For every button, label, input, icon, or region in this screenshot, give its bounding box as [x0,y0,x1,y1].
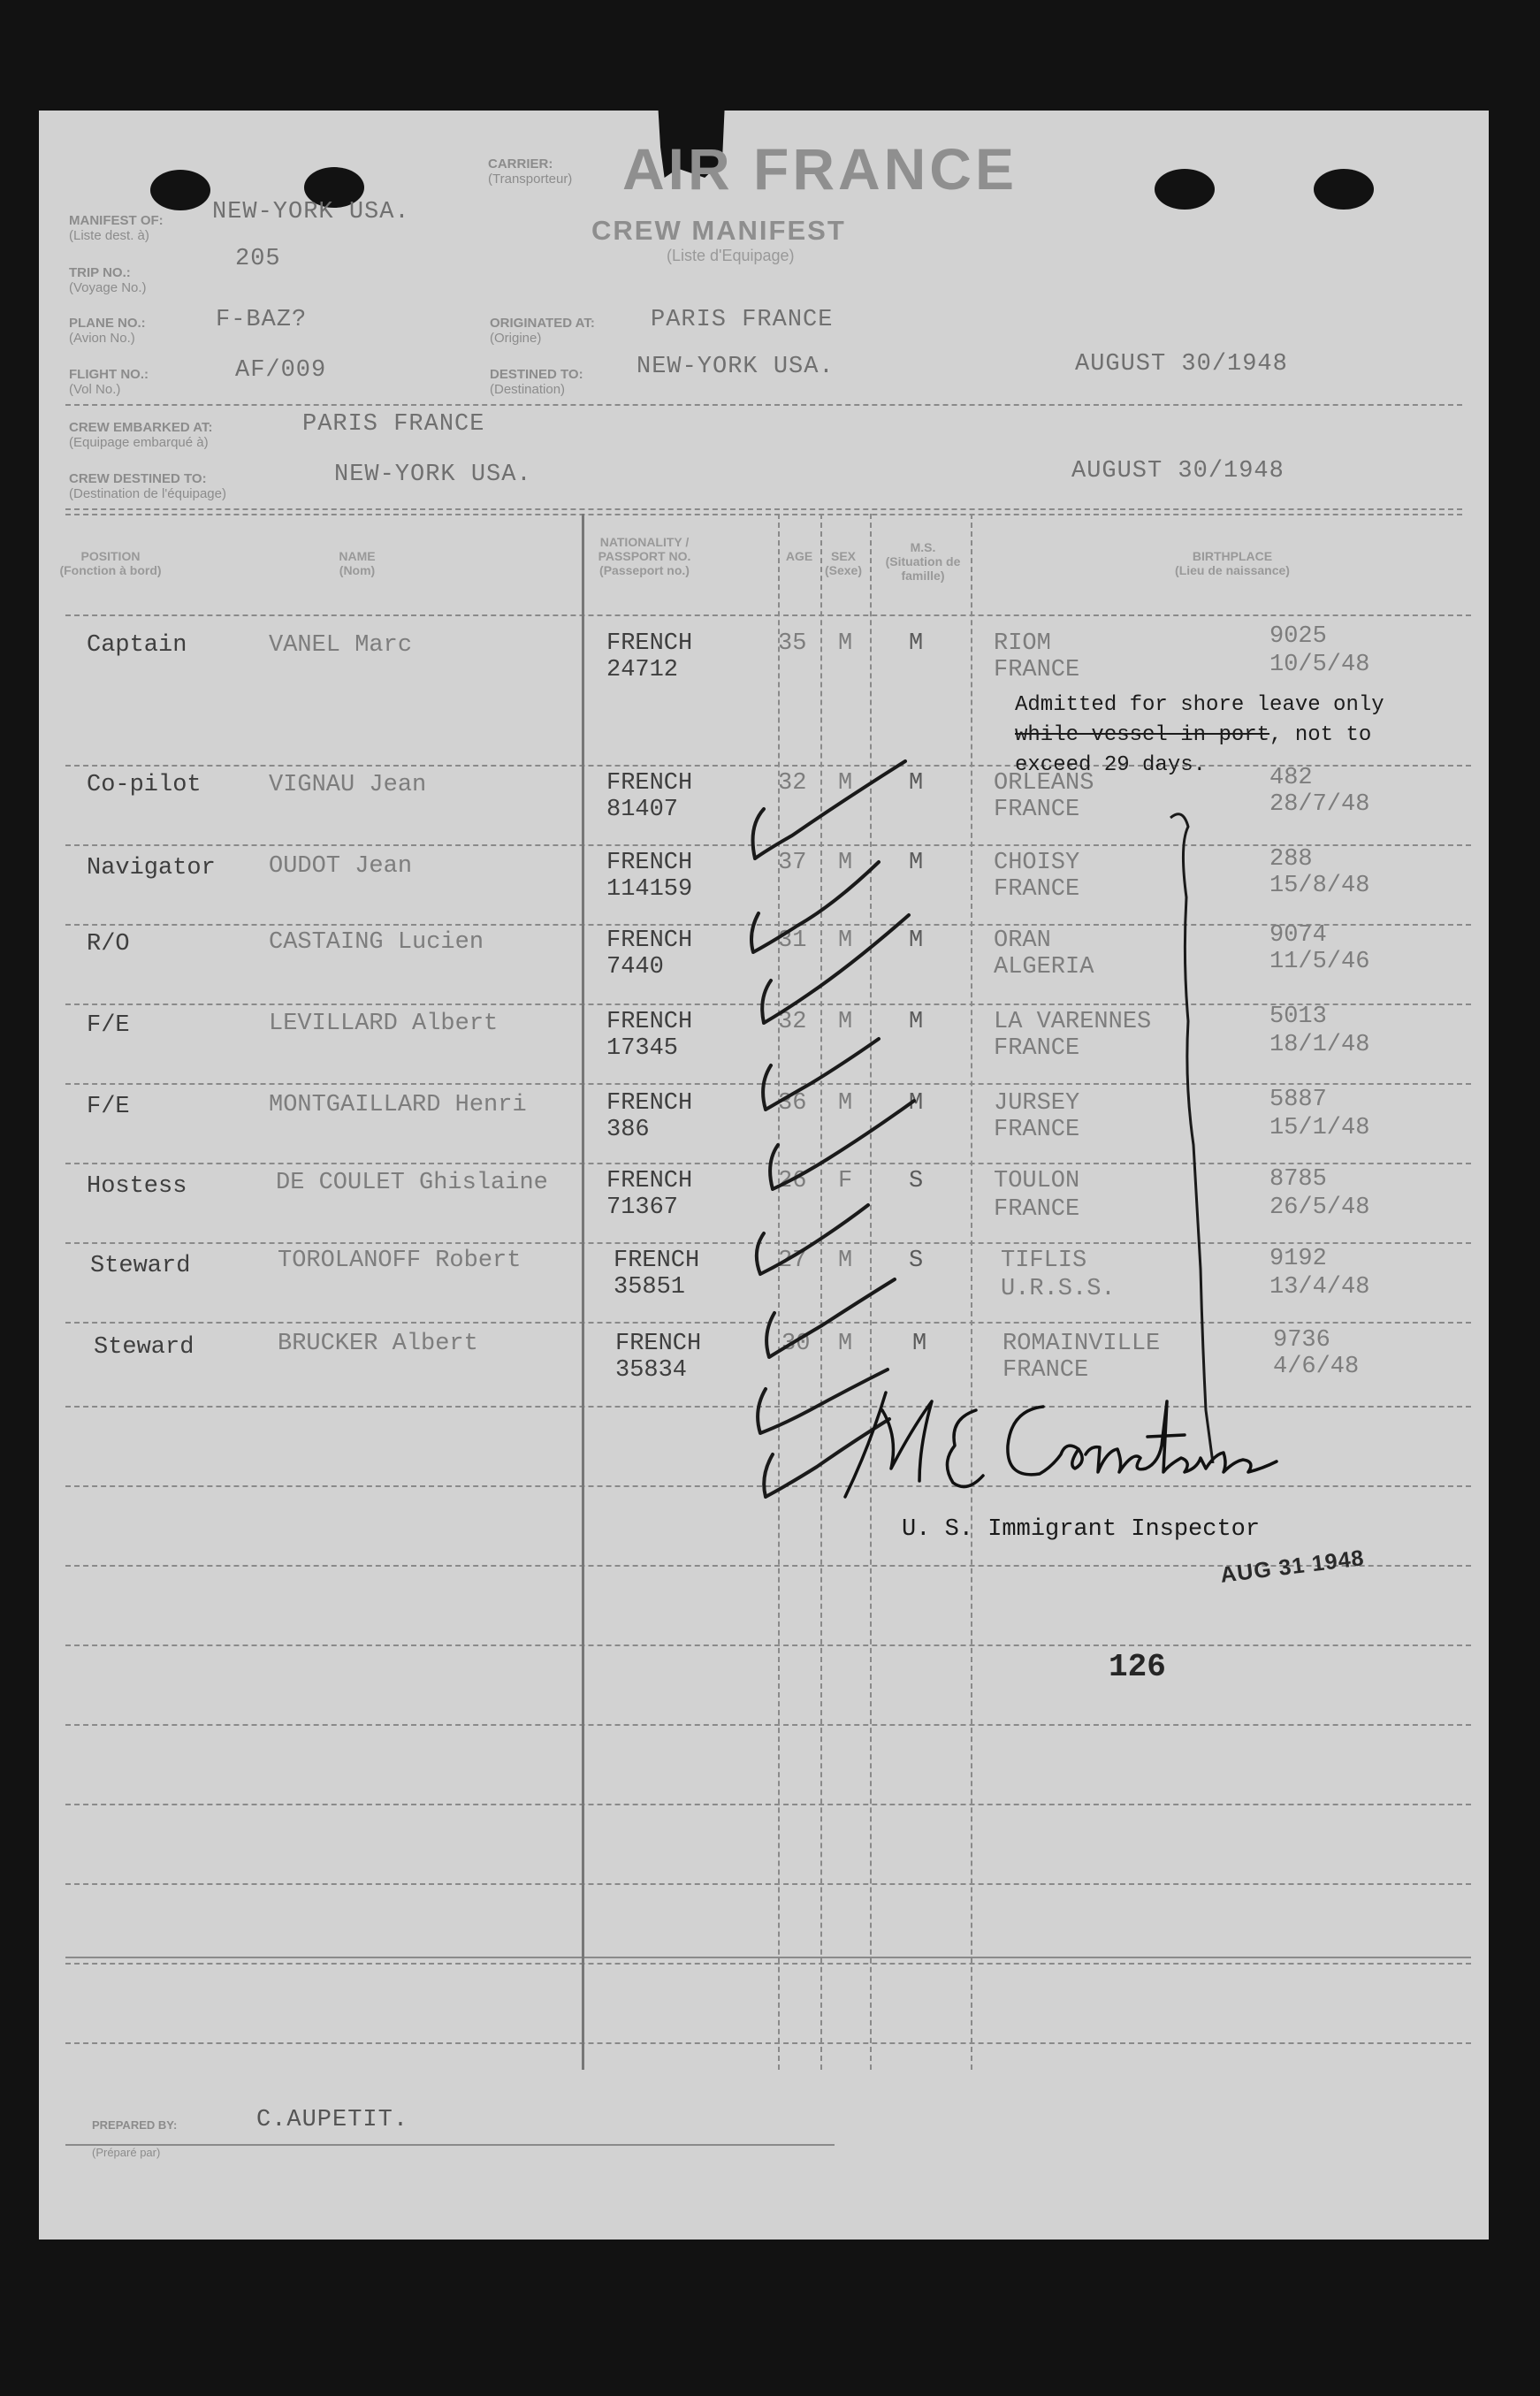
crew-age: 36 [778,1090,807,1117]
crew-destined-value: NEW-YORK USA. [334,462,532,488]
note-line [1015,721,1475,751]
crew-marital-status: S [909,1248,924,1274]
crew-nationality: FRENCH [606,1090,693,1117]
crew-sex: M [838,1009,853,1035]
prepared-by-value: C.AUPETIT. [256,2107,409,2133]
crew-age: 32 [778,1009,807,1035]
inspector-title: U. S. Immigrant Inspector [902,1516,1261,1543]
crew-birthplace-country: ALGERIA [994,954,1094,981]
crew-passport: 35834 [615,1357,688,1384]
crew-birthplace: CHOISY [994,850,1080,876]
table-rule [65,1804,1471,1805]
crew-permit-number: 482 [1269,765,1313,791]
crew-sex: M [838,630,853,657]
crew-passport: 386 [606,1117,650,1143]
manifest-sheet [39,111,1489,2240]
crew-embarked-value: PARIS FRANCE [302,411,485,438]
check-mark [763,1039,879,1110]
crew-birthplace: ROMAINVILLE [1003,1331,1161,1357]
struck-text: while vessel in port [1015,723,1270,747]
table-rule [65,1957,1471,1958]
footer-rule [65,2144,835,2146]
crew-marital-status: S [909,1168,924,1194]
date-value: AUGUST 30/1948 [1071,458,1285,485]
header-divider [65,404,1462,406]
crew-permit-number: 9025 [1269,623,1327,650]
crew-permit-number: 9074 [1269,922,1327,949]
originated-label: ORIGINATED AT: (Origine) [490,316,595,346]
check-mark [766,1279,895,1357]
crew-permit-date: 28/7/48 [1269,791,1370,818]
note-line: Admitted for shore leave only [1015,693,1384,717]
crew-age: 31 [778,927,807,954]
crew-nationality: FRENCH [606,630,693,657]
crew-permit-date: 18/1/48 [1269,1032,1370,1058]
crew-name: MONTGAILLARD Henri [269,1092,527,1118]
crew-name: VIGNAU Jean [269,772,427,798]
table-rule [65,1644,1471,1646]
table-rule [65,1963,1471,1965]
note-text: , not to [1269,723,1372,747]
crew-age: 27 [778,1248,807,1274]
note-line: exceed 29 days. [1015,753,1207,777]
punch-hole [1314,169,1374,210]
inspector-signature [835,1384,1294,1507]
crew-permit-number: 8785 [1269,1166,1327,1193]
crew-marital-status: M [909,770,924,797]
crew-nationality: FRENCH [614,1248,700,1274]
manifest-label: MANIFEST OF: (Liste dest. à) [69,213,164,243]
crew-permit-number: 9192 [1269,1246,1327,1272]
crew-nationality: FRENCH [606,850,693,876]
crew-permit-number: 5013 [1269,1003,1327,1030]
crew-permit-date: 15/8/48 [1269,873,1370,899]
crew-birthplace-country: FRANCE [994,657,1080,683]
crew-birthplace: RIOM [994,630,1051,657]
crew-name: DE COULET Ghislaine [276,1170,548,1196]
crew-sex: M [838,1090,853,1117]
table-rule [65,2042,1471,2044]
crew-birthplace: LA VARENNES [994,1009,1152,1035]
flight-label: FLIGHT NO.: (Vol No.) [69,367,149,397]
crew-marital-status: M [909,630,924,657]
table-rule [65,1883,1471,1885]
crew-marital-status: M [909,850,924,876]
crew-sex: M [838,770,853,797]
crew-permit-date: 26/5/48 [1269,1194,1370,1221]
trip-value: 205 [235,246,281,272]
bracket-line [1162,791,1241,1463]
crew-position: Captain [87,632,187,659]
crew-sex: M [838,927,853,954]
crew-marital-status: M [909,1009,924,1035]
carrier-name: AIR FRANCE [622,136,1018,202]
col-header-sex: SEX (Sexe) [824,549,863,577]
crew-marital-status: M [909,1090,924,1117]
crew-permit-number: 5887 [1269,1087,1327,1113]
crew-name: CASTAING Lucien [269,929,484,956]
crew-birthplace: ORLEANS [994,770,1094,797]
crew-name: VANEL Marc [269,632,413,659]
header-divider [65,514,1462,515]
crew-birthplace-country: FRANCE [994,1196,1080,1223]
crew-birthplace-country: FRANCE [1003,1357,1089,1384]
crew-birthplace: JURSEY [994,1090,1080,1117]
document-subtitle: (Liste d'Equipage) [667,247,795,264]
crew-name: BRUCKER Albert [278,1331,478,1357]
date-stamp: AUG 31 1948 [1218,1545,1366,1588]
crew-birthplace: TIFLIS [1001,1248,1087,1274]
crew-position: F/E [87,1094,130,1120]
check-mark [770,1101,914,1189]
crew-permit-number: 9736 [1273,1327,1330,1354]
destined-value: NEW-YORK USA. [637,354,835,380]
crew-name: LEVILLARD Albert [269,1011,499,1037]
header-divider [65,508,1462,510]
crew-birthplace-country: FRANCE [994,1035,1080,1062]
manifest-value: NEW-YORK USA. [212,199,410,225]
crew-position: Navigator [87,855,216,881]
crew-birthplace-country: U.R.S.S. [1001,1276,1116,1302]
crew-permit-number: 288 [1269,846,1313,873]
crew-passport: 17345 [606,1035,679,1062]
table-rule [65,614,1471,616]
plane-label: PLANE NO.: (Avion No.) [69,316,146,346]
crew-age: 35 [778,630,807,657]
crew-sex: M [838,1248,853,1274]
flight-value: AF/009 [235,357,327,384]
originated-value: PARIS FRANCE [651,307,834,333]
punch-hole [1155,169,1215,210]
crew-birthplace-country: FRANCE [994,1117,1080,1143]
crew-position: R/O [87,931,130,958]
crew-passport: 7440 [606,954,664,981]
crew-permit-date: 15/1/48 [1269,1115,1370,1141]
col-header-birthplace: BIRTHPLACE (Lieu de naissance) [1175,549,1290,577]
carrier-label: CARRIER: (Transporteur) [488,156,573,187]
crew-nationality: FRENCH [606,1168,693,1194]
col-header-name: NAME (Nom) [339,549,376,577]
col-header-nationality: NATIONALITY / PASSPORT NO. (Passeport no.) [598,535,691,577]
crew-position: Co-pilot [87,772,202,798]
crew-birthplace-country: FRANCE [994,876,1080,903]
check-mark [757,1205,868,1274]
crew-birthplace: ORAN [994,927,1051,954]
crew-name: TOROLANOFF Robert [278,1248,522,1274]
crew-birthplace: TOULON [994,1168,1080,1194]
check-mark [753,761,905,858]
check-mark [762,915,909,1023]
crew-sex: F [838,1168,853,1194]
crew-sex: M [838,1331,853,1357]
crew-age: 26 [778,1168,807,1194]
crew-position: Steward [90,1253,191,1279]
table-rule [65,1724,1471,1726]
crew-nationality: FRENCH [606,770,693,797]
crew-nationality: FRENCH [606,1009,693,1035]
destined-label: DESTINED TO: (Destination) [490,367,583,397]
col-header-age: AGE [785,549,813,563]
column-divider [971,514,972,2070]
crew-age: 32 [778,770,807,797]
crew-nationality: FRENCH [615,1331,702,1357]
col-header-position: POSITION (Fonction à bord) [59,549,162,577]
crew-passport: 71367 [606,1194,679,1221]
column-divider [582,514,584,2070]
crew-embarked-label: CREW EMBARKED AT: (Equipage embarqué à) [69,420,213,450]
document-title: CREW MANIFEST [591,215,846,246]
crew-permit-date: 13/4/48 [1269,1274,1370,1301]
crew-marital-status: M [909,927,924,954]
check-marks [746,676,923,1507]
crew-name: OUDOT Jean [269,853,413,880]
crew-destined-label: CREW DESTINED TO: (Destination de l'équipage) [69,471,226,501]
crew-nationality: FRENCH [606,927,693,954]
date-value: AUGUST 30/1948 [1075,351,1288,378]
crew-sex: M [838,850,853,876]
crew-passport: 35851 [614,1274,686,1301]
crew-marital-status: M [912,1331,927,1357]
crew-birthplace-country: FRANCE [994,797,1080,823]
prepared-by-label: PREPARED BY: (Préparé par) [92,2118,178,2159]
crew-position: Steward [94,1334,194,1361]
check-mark [751,862,879,952]
crew-age: 30 [781,1331,811,1357]
crew-permit-date: 4/6/48 [1273,1354,1360,1380]
crew-permit-date: 10/5/48 [1269,652,1370,678]
crew-permit-date: 11/5/46 [1269,949,1370,975]
col-header-ms: M.S. (Situation de famille) [885,540,961,583]
crew-passport: 24712 [606,657,679,683]
shore-leave-note [1015,691,1475,781]
crew-passport: 81407 [606,797,679,823]
crew-position: F/E [87,1012,130,1039]
crew-passport: 114159 [606,876,693,903]
plane-value: F-BAZ? [216,307,308,333]
punch-hole [150,170,210,210]
crew-age: 37 [778,850,807,876]
trip-label: TRIP NO.: (Voyage No.) [69,265,147,295]
crew-position: Hostess [87,1173,187,1200]
page-number: 126 [1109,1649,1166,1685]
